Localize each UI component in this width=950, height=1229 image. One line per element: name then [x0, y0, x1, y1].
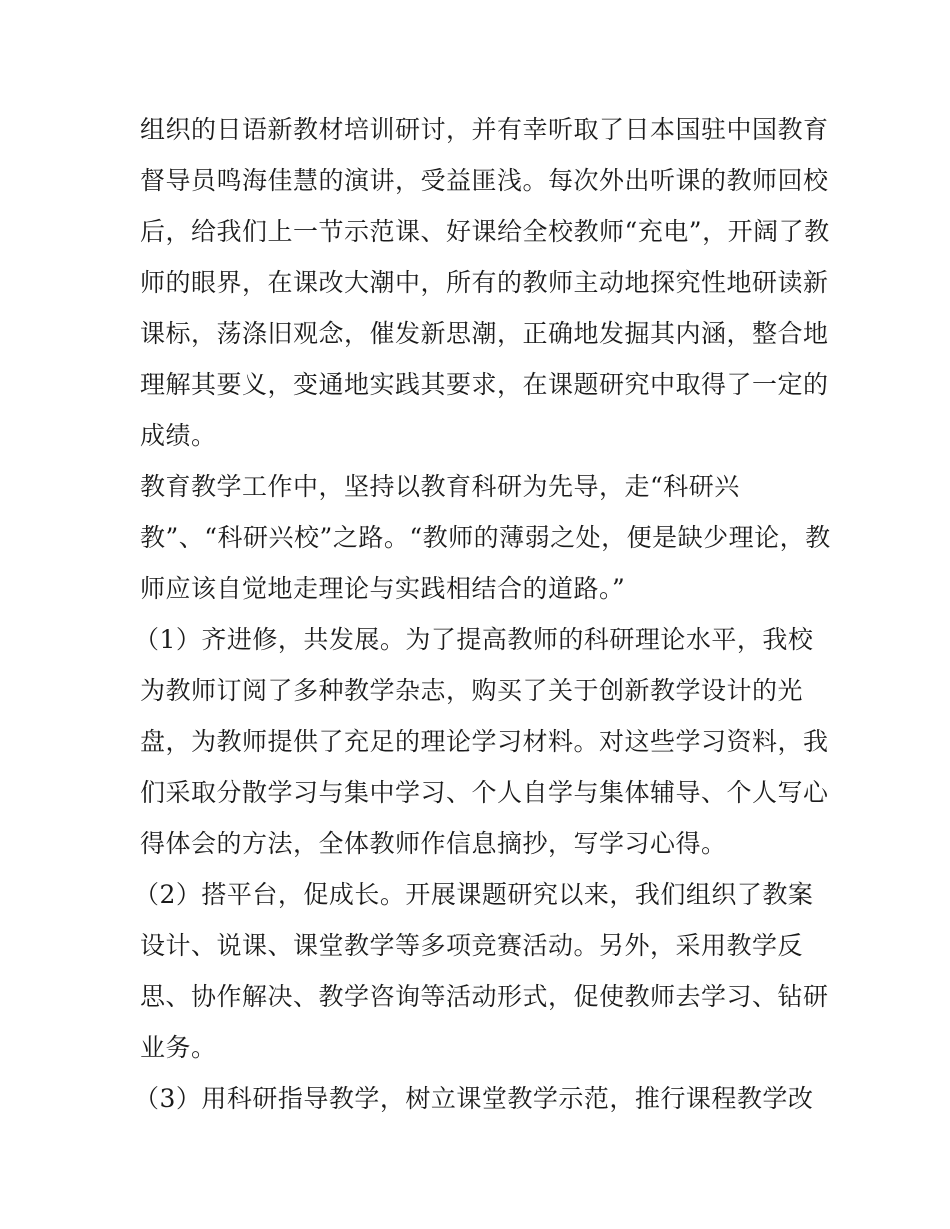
text-line: 教育教学工作中，坚持以教育科研为先导，走“科研兴	[140, 472, 740, 501]
text-line: 组织的日语新教材培训研讨，并有幸听取了日本国驻中国教育	[140, 115, 829, 144]
text-line: 为教师订阅了多种教学杂志，购买了关于创新教学设计的光	[140, 676, 804, 705]
text-line: 思、协作解决、教学咨询等活动形式，促使教师去学习、钻研	[140, 982, 829, 1011]
text-line: 们采取分散学习与集中学习、个人自学与集体辅导、个人写心	[140, 778, 829, 807]
text-line: 盘，为教师提供了充足的理论学习材料。对这些学习资料，我	[140, 727, 829, 756]
text-line: 后，给我们上一节示范课、好课给全校教师“充电”，开阔了教	[140, 217, 830, 246]
text-line: 教”、“科研兴校”之路。“教师的薄弱之处，便是缺少理论，教	[140, 523, 831, 552]
text-line: 得体会的方法，全体教师作信息摘抄，写学习心得。	[140, 829, 727, 858]
list-item-1-line: （1）齐进修，共发展。为了提高教师的科研理论水平，我校	[134, 625, 814, 654]
text-line: 师应该自觉地走理论与实践相结合的道路。”	[140, 574, 626, 603]
text-line: 理解其要义，变通地实践其要求，在课题研究中取得了一定的	[140, 370, 829, 399]
text-line: 师的眼界，在课改大潮中，所有的教师主动地探究性地研读新	[140, 268, 829, 297]
document-body	[134, 104, 831, 1124]
text-line: 设计、说课、课堂教学等多项竞赛活动。另外，采用教学反	[140, 931, 804, 960]
list-item-3-line: （3）用科研指导教学，树立课堂教学示范，推行课程教学改	[134, 1084, 814, 1113]
text-line: 业务。	[140, 1033, 217, 1062]
text-line: 成绩。	[140, 421, 217, 450]
list-item-2-line: （2）搭平台，促成长。开展课题研究以来，我们组织了教案	[134, 880, 814, 909]
text-line: 督导员鸣海佳慧的演讲，受益匪浅。每次外出听课的教师回校	[140, 166, 829, 195]
text-line: 课标，荡涤旧观念，催发新思潮，正确地发掘其内涵，整合地	[140, 319, 829, 348]
